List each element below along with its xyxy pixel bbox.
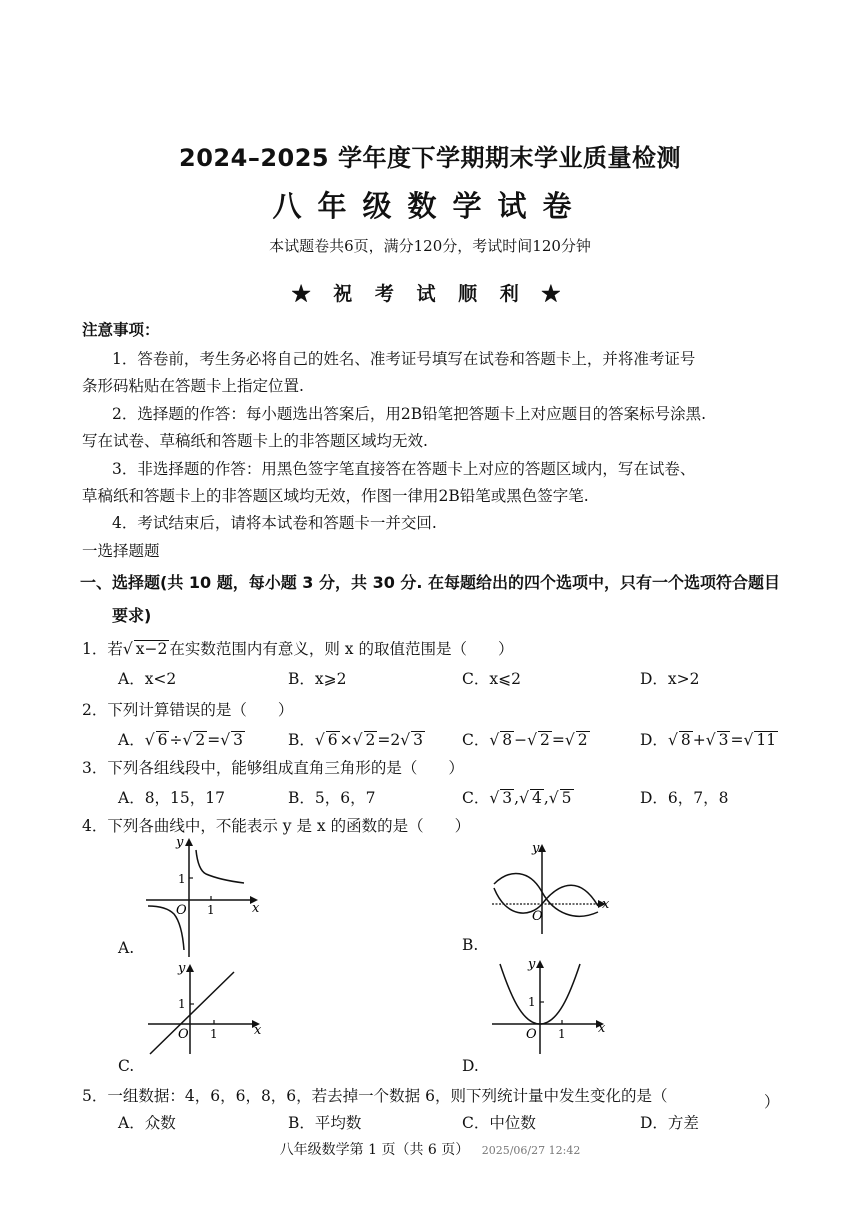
note-3-line1: 3．非选择题的作答：用黑色签字笔直接答在答题卡上对应的答题区域内，写在试卷、 — [112, 460, 696, 478]
footer-page-text: 八年级数学第 1 页（共 6 页） — [279, 1142, 470, 1158]
question-5-stem: 5．一组数据：4，6，6，8，6，若去掉一个数据 6，则下列统计量中发生变化的是（ — [82, 1087, 668, 1105]
note-2-line2: 写在试卷、草稿纸和答题卡上的非答题区域均无效. — [82, 432, 428, 450]
q4-label-a: A. — [118, 939, 135, 957]
q4d-y-label: y — [528, 957, 536, 972]
notes-heading: 注意事项： — [82, 320, 160, 339]
exam-info: 本试题卷共6页，满分120分，考试时间120分钟 — [269, 237, 591, 255]
q5-option-d: D．方差 — [640, 1114, 699, 1132]
q1-option-d: D．x>2 — [640, 670, 700, 688]
exam-subject: 八年级数学试卷 — [272, 189, 588, 223]
footer-timestamp-stamp: 2025/06/27 12:42 — [481, 1144, 581, 1157]
q4b-y-label: y — [532, 841, 540, 856]
question-5-close: ） — [764, 1093, 780, 1111]
note-2-line1: 2．选择题的作答：每小题选出答案后，用2B铅笔把答题卡上对应题目的答案标号涂黑. — [112, 405, 707, 423]
q4c-x-label: x — [254, 1023, 262, 1038]
q4d-origin: O — [526, 1027, 537, 1042]
note-1-line2: 条形码粘贴在答题卡上指定位置. — [82, 377, 304, 395]
q4-label-b: B. — [462, 936, 479, 954]
q4-graph-b — [484, 838, 616, 938]
q5-option-a: A．众数 — [118, 1114, 176, 1132]
q4-graph-a — [140, 832, 268, 960]
q1-radicand: x−2 — [135, 640, 168, 658]
q3-option-d: D．6，7，8 — [640, 789, 729, 807]
q4c-y-label: y — [178, 961, 186, 976]
q2-option-d: D．√ 8 +√ 3 =√ 11 — [640, 728, 778, 750]
note-3-line2: 草稿纸和答题卡上的非答题区域均无效，作图一律用2B铅笔或黑色签字笔. — [82, 487, 589, 505]
question-4-stem: 4．下列各曲线中，不能表示 y 是 x 的函数的是（ ） — [82, 817, 471, 835]
q4-label-d: D. — [462, 1057, 479, 1075]
page-footer — [0, 1139, 860, 1159]
q4c-tick-x: 1 — [210, 1027, 218, 1041]
q4a-x-label: x — [252, 901, 260, 916]
question-2-stem: 2．下列计算错误的是（ ） — [82, 701, 294, 719]
note-1-line1: 1．答卷前，考生务必将自己的姓名、准考证号填写在试卷和答题卡上，并将准考证号 — [112, 350, 696, 368]
q4b-x-label: x — [602, 897, 610, 912]
q4c-origin: O — [178, 1027, 189, 1042]
q3-option-c: C．√ 3 ,√ 4 ,√ 5 — [462, 786, 574, 808]
q5-option-c: C．中位数 — [462, 1114, 536, 1132]
question-3-stem: 3．下列各组线段中，能够组成直角三角形的是（ ） — [82, 759, 464, 777]
q4-label-c: C. — [118, 1057, 135, 1075]
section-label: 一选择题题 — [82, 542, 160, 560]
question-1-stem: 1．若√ x−2 在实数范围内有意义，则 x 的取值范围是（ ） — [82, 637, 513, 659]
q1-option-c: C．x⩽2 — [462, 670, 521, 688]
q2-option-a: A．√ 6 ÷√ 2 =√ 3 — [118, 728, 245, 750]
section-heading-line2: 要求) — [112, 606, 152, 625]
q1-option-a: A．x<2 — [118, 670, 177, 688]
q4-graph-c — [140, 958, 268, 1058]
exam-title: 2024–2025 学年度下学期期末学业质量检测 — [179, 144, 681, 172]
q4a-y-label: y — [176, 835, 184, 850]
q4a-tick-y: 1 — [178, 872, 186, 886]
q3-option-a: A．8，15，17 — [118, 789, 226, 807]
q4a-tick-x: 1 — [207, 903, 215, 917]
section-heading-line1: 一、选择题(共 10 题，每小题 3 分，共 30 分. 在每题给出的四个选项中，只有一个选项符合题目 — [80, 573, 781, 592]
note-4-line1: 4．考试结束后，请将本试卷和答题卡一并交回. — [112, 514, 437, 532]
q4b-origin: O — [532, 909, 543, 924]
q2-option-c: C．√ 8 −√ 2 =√ 2 — [462, 728, 590, 750]
q5-option-b: B．平均数 — [288, 1114, 362, 1132]
q4d-tick-x: 1 — [558, 1027, 566, 1041]
q1-option-b: B．x⩾2 — [288, 670, 347, 688]
good-luck-banner: ★ 祝 考 试 顺 利 ★ — [291, 283, 569, 305]
q4d-x-label: x — [598, 1021, 606, 1036]
q2-option-b: B．√ 6 ×√ 2 =2√ 3 — [288, 728, 425, 750]
q4-graph-d — [484, 954, 616, 1058]
q4c-tick-y: 1 — [178, 997, 186, 1011]
q4a-origin: O — [176, 903, 187, 918]
q3-option-b: B．5，6，7 — [288, 789, 376, 807]
q4d-tick-y: 1 — [528, 995, 536, 1009]
